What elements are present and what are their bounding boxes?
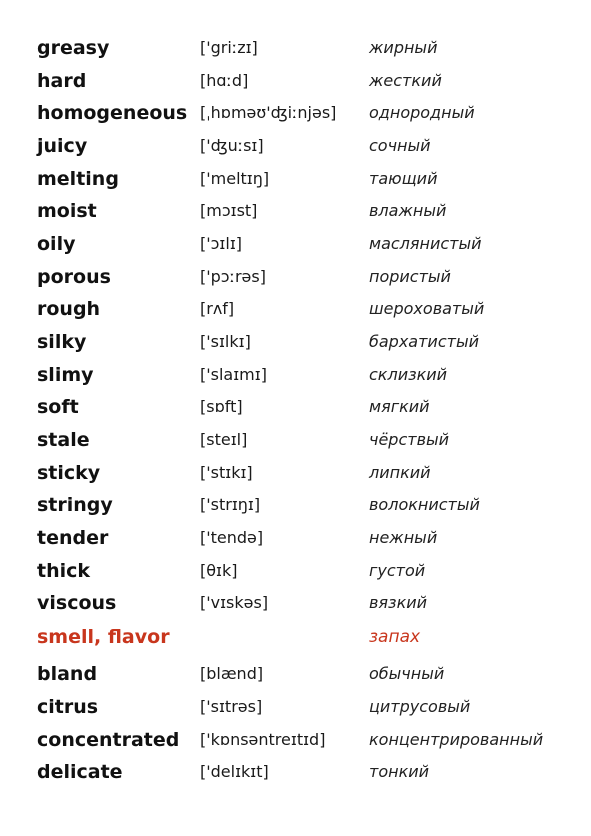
vocab-word: porous xyxy=(37,266,111,288)
vocab-translation: маслянистый xyxy=(369,234,482,253)
vocab-row xyxy=(0,457,591,489)
vocab-transcription: [mɔɪst] xyxy=(200,201,258,220)
vocab-word: silky xyxy=(37,331,87,353)
vocab-transcription: ['griːzɪ] xyxy=(200,38,258,57)
vocab-translation: жирный xyxy=(369,38,438,57)
vocab-transcription: ['sɪlkɪ] xyxy=(200,332,251,351)
vocab-row xyxy=(0,261,591,293)
vocab-translation: тонкий xyxy=(369,762,430,781)
vocab-word: tender xyxy=(37,527,109,549)
vocab-transcription: [rʌf] xyxy=(200,299,235,318)
vocab-transcription: ['sɪtrəs] xyxy=(200,697,263,716)
vocab-transcription: ['delɪkɪt] xyxy=(200,762,269,781)
section-heading xyxy=(0,621,591,653)
vocab-word: soft xyxy=(37,396,79,418)
vocab-translation: густой xyxy=(369,561,426,580)
vocab-translation: волокнистый xyxy=(369,495,480,514)
vocab-translation: склизкий xyxy=(369,365,448,384)
vocab-word: stringy xyxy=(37,494,113,516)
vocab-word: sticky xyxy=(37,462,101,484)
vocab-row xyxy=(0,97,591,129)
vocab-word: viscous xyxy=(37,592,117,614)
vocab-translation: вязкий xyxy=(369,593,428,612)
section-title: smell, flavor xyxy=(37,626,170,648)
vocab-word: rough xyxy=(37,298,101,320)
vocab-transcription: [blænd] xyxy=(200,664,264,683)
vocab-transcription: [sɒft] xyxy=(200,397,243,416)
vocab-row xyxy=(0,691,591,723)
vocab-word: thick xyxy=(37,560,91,582)
vocab-translation: бархатистый xyxy=(369,332,479,351)
vocab-row xyxy=(0,326,591,358)
vocab-word: stale xyxy=(37,429,90,451)
vocab-transcription: ['slaɪmɪ] xyxy=(200,365,267,384)
vocab-row xyxy=(0,489,591,521)
vocab-row xyxy=(0,293,591,325)
vocab-row xyxy=(0,522,591,554)
vocab-translation: шероховатый xyxy=(369,299,485,318)
vocab-word: citrus xyxy=(37,696,99,718)
vocab-translation: нежный xyxy=(369,528,438,547)
vocab-transcription: ['strɪŋɪ] xyxy=(200,495,261,514)
vocab-transcription: ['kɒnsəntreɪtɪd] xyxy=(200,730,326,749)
vocab-row xyxy=(0,756,591,788)
vocab-word: bland xyxy=(37,663,98,685)
vocab-row xyxy=(0,587,591,619)
vocab-transcription: ['meltɪŋ] xyxy=(200,169,270,188)
vocab-word: slimy xyxy=(37,364,94,386)
vocab-translation: цитрусовый xyxy=(369,697,471,716)
vocab-row xyxy=(0,555,591,587)
vocab-word: melting xyxy=(37,168,119,190)
vocab-transcription: [θɪk] xyxy=(200,561,238,580)
vocab-row xyxy=(0,32,591,64)
vocab-transcription: ['tendə] xyxy=(200,528,264,547)
vocab-translation: жесткий xyxy=(369,71,442,90)
vocab-word: moist xyxy=(37,200,97,222)
vocab-translation: однородный xyxy=(369,103,475,122)
vocab-word: juicy xyxy=(37,135,88,157)
vocab-row xyxy=(0,658,591,690)
vocab-translation: тающий xyxy=(369,169,438,188)
vocab-row xyxy=(0,424,591,456)
vocab-translation: концентрированный xyxy=(369,730,544,749)
vocab-translation: чёрствый xyxy=(369,430,450,449)
section-translation: запах xyxy=(369,627,421,647)
vocab-row xyxy=(0,228,591,260)
vocab-transcription: ['stɪkɪ] xyxy=(200,463,253,482)
vocab-translation: липкий xyxy=(369,463,431,482)
vocab-translation: мягкий xyxy=(369,397,430,416)
vocab-transcription: ['ɔɪlɪ] xyxy=(200,234,243,253)
vocab-row xyxy=(0,163,591,195)
vocab-row xyxy=(0,195,591,227)
vocab-word: hard xyxy=(37,70,87,92)
vocab-row xyxy=(0,391,591,423)
vocab-row xyxy=(0,359,591,391)
vocab-transcription: [ˌhɒməʊ'ʤiːnjəs] xyxy=(200,103,337,122)
vocab-row xyxy=(0,65,591,97)
vocab-word: delicate xyxy=(37,761,123,783)
vocab-word: oily xyxy=(37,233,76,255)
vocab-row xyxy=(0,130,591,162)
vocab-transcription: ['ʤuːsɪ] xyxy=(200,136,264,155)
vocab-word: greasy xyxy=(37,37,110,59)
vocab-translation: сочный xyxy=(369,136,431,155)
vocab-translation: обычный xyxy=(369,664,445,683)
vocab-word: homogeneous xyxy=(37,102,188,124)
vocab-word: concentrated xyxy=(37,729,180,751)
vocab-transcription: ['vɪskəs] xyxy=(200,593,269,612)
vocab-row xyxy=(0,724,591,756)
vocab-translation: влажный xyxy=(369,201,447,220)
vocab-translation: пористый xyxy=(369,267,451,286)
vocab-transcription: [hɑːd] xyxy=(200,71,249,90)
vocab-transcription: [steɪl] xyxy=(200,430,248,449)
vocab-transcription: ['pɔːrəs] xyxy=(200,267,266,286)
